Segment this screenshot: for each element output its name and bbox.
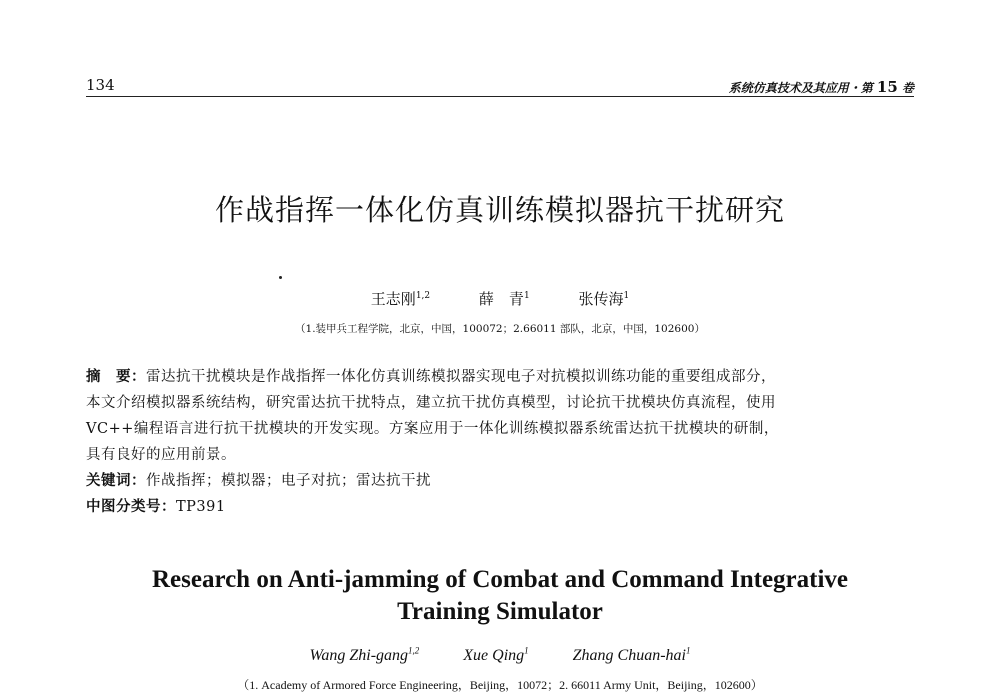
author-name: 薛 青 — [478, 290, 524, 308]
english-title-line: Research on Anti-jamming of Combat and Command Integrative — [151, 566, 849, 593]
author — [310, 647, 420, 665]
volume-number: 15 — [876, 78, 898, 96]
clc-line — [86, 495, 226, 516]
author — [463, 647, 528, 665]
chinese-authors — [0, 288, 1000, 309]
volume-suffix: 卷 — [901, 81, 914, 95]
author — [479, 288, 530, 309]
journal-header — [729, 78, 914, 96]
keywords-label: 关键词： — [86, 473, 146, 489]
abstract-line: VC++编程语言进行抗干扰模块的开发实现。方案应用于一体化训练模拟器系统雷达抗干扰模块的研制， — [86, 421, 779, 437]
author-affiliation-mark: 1 — [524, 645, 529, 656]
abstract-line: 本文介绍模拟器系统结构，研究雷达抗干扰特点，建立抗干扰仿真模型，讨论抗干扰模块仿真流程，使用 — [86, 395, 776, 411]
author-affiliation-mark: 1 — [523, 291, 530, 301]
author-affiliation-mark: 1 — [686, 645, 691, 656]
author-affiliation-mark: 1,2 — [408, 645, 420, 656]
author-name: 张传海 — [578, 290, 624, 308]
author-name: 王志刚 — [370, 290, 416, 308]
clc-code: TP391 — [176, 499, 226, 515]
chinese-affiliation: （1.装甲兵工程学院，北京，中国，100072；2.66011 部队，北京，中国，102600） — [295, 323, 705, 335]
keywords-line — [86, 469, 431, 490]
author-affiliation-mark: 1 — [623, 291, 630, 301]
author — [578, 288, 629, 309]
english-title-line: Training Simulator — [397, 598, 603, 625]
keywords-text: 作战指挥；模拟器；电子对抗；雷达抗干扰 — [146, 473, 431, 489]
author — [573, 647, 691, 665]
author-name: Xue Qing — [463, 647, 525, 664]
journal-name: 系统仿真技术及其应用・第 — [728, 81, 873, 95]
abstract-line: 具有良好的应用前景。 — [86, 447, 236, 463]
chinese-title: 作战指挥一体化仿真训练模拟器抗干扰研究 — [214, 193, 785, 227]
abstract-text: 雷达抗干扰模块是作战指挥一体化仿真训练模拟器实现电子对抗模拟训练功能的重要组成部分， — [146, 369, 776, 385]
author-affiliation-mark: 1,2 — [415, 291, 431, 301]
page-number: 134 — [86, 76, 115, 94]
english-affiliation: （1. Academy of Armored Force Engineering，Beijing，10072；2. 66011 Army Unit，Beijing，102600） — [237, 678, 763, 692]
abstract-label: 摘 要： — [86, 369, 146, 385]
author-name: Wang Zhi-gang — [309, 647, 409, 664]
abstract-line — [86, 365, 776, 386]
header-rule — [86, 96, 914, 97]
english-authors — [0, 647, 1000, 665]
author — [371, 288, 430, 309]
clc-label: 中图分类号： — [86, 499, 176, 515]
english-title — [0, 564, 1000, 628]
scan-speck — [279, 276, 282, 279]
author-name: Zhang Chuan-hai — [572, 647, 686, 664]
